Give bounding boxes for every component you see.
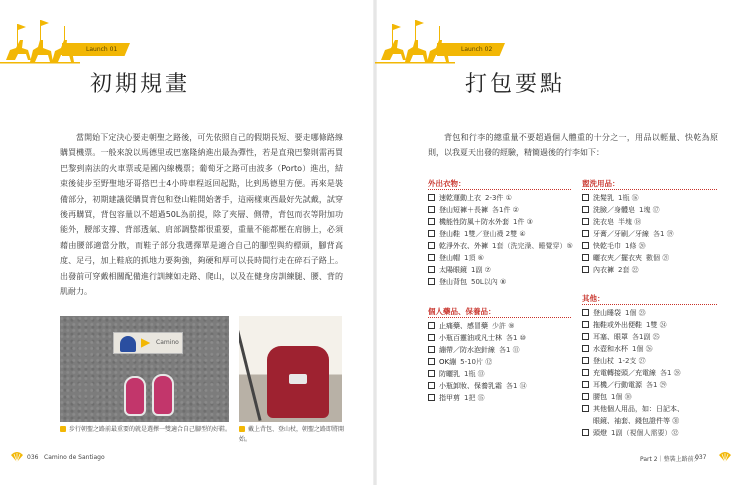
list-item: [582, 264, 674, 276]
checkbox[interactable]: [582, 309, 589, 316]
item-text: 曬衣夾／擺衣夾: [593, 254, 642, 262]
list-item: [582, 228, 674, 240]
marker-label: Camino: [156, 339, 179, 346]
checkbox[interactable]: [428, 346, 435, 353]
item-text: 登山杖: [593, 357, 614, 365]
item-qty: 少許 ⑨: [492, 322, 515, 330]
item-text: 指甲剪: [439, 394, 460, 402]
item-text: 登山鞋: [439, 230, 460, 238]
clothing-list: [428, 192, 573, 288]
item-qty: 各1 ㉙: [646, 381, 667, 389]
item-qty: 5-10片 ⑫: [460, 358, 493, 366]
list-item: [428, 320, 527, 332]
checkbox[interactable]: [428, 334, 435, 341]
marker-arrow: ▲: [139, 338, 154, 348]
checkbox[interactable]: [582, 266, 589, 273]
list-item: [428, 380, 527, 392]
item-qty: 1個 ㉖: [632, 345, 653, 353]
checkbox[interactable]: [582, 206, 589, 213]
item-text: 登山背包: [439, 278, 467, 286]
shoes-photo: [60, 316, 229, 422]
list-item: [428, 264, 573, 276]
item-text: 其他個人用品，如：日記本、: [593, 405, 684, 413]
caption-marker-icon: [60, 426, 66, 432]
list-item: [582, 319, 684, 331]
toiletries-list: [428, 320, 527, 404]
checkbox[interactable]: [428, 194, 435, 201]
photo1-caption: [60, 425, 240, 435]
item-text: 登山睡袋: [593, 309, 621, 317]
item-text: 乾淨外衣、外褲: [439, 242, 488, 250]
item-qty: 各1 ㉘: [660, 369, 681, 377]
item-text: 小瓶卸妝、保養乳霜: [439, 382, 502, 390]
list-item: [582, 379, 684, 391]
left-shoe: [124, 376, 146, 416]
page-title: 初期規畫: [90, 72, 191, 97]
item-text: 耳塞、眼罩: [593, 333, 628, 341]
other-rule: [582, 304, 717, 305]
list-item: [582, 192, 674, 204]
item-text: 拖鞋或外出便鞋: [593, 321, 642, 329]
checkbox[interactable]: [428, 242, 435, 249]
item-text: 防曬乳: [439, 370, 460, 378]
checkbox[interactable]: [582, 381, 589, 388]
item-qty: 1副（視個人需要）㉜: [611, 429, 679, 437]
item-text: 太陽眼鏡: [439, 266, 467, 274]
list-item: [582, 307, 684, 319]
launch-tag: Launch 02: [461, 46, 493, 53]
list-item: [428, 332, 527, 344]
item-qty: 數個 ㉑: [646, 254, 670, 262]
item-qty: 1個 ㉚: [611, 393, 632, 401]
item-qty: 1-2支 ㉗: [618, 357, 646, 365]
bathing-rule: [582, 189, 717, 190]
checkbox[interactable]: [582, 230, 589, 237]
item-qty: 50L以內 ⑧: [471, 278, 507, 286]
other-heading: 其他：: [582, 294, 605, 303]
caption-marker-icon: [239, 426, 245, 432]
list-item: [428, 192, 573, 204]
checkbox[interactable]: [582, 345, 589, 352]
item-qty: 半塊 ⑱: [618, 218, 642, 226]
item-qty: 各1 ⑭: [506, 382, 527, 390]
item-text: 眼鏡、袖套、錢包證件等 ㉛: [593, 417, 680, 425]
photo2-caption: [239, 425, 345, 445]
checkbox[interactable]: [582, 357, 589, 364]
body-paragraph: 當開始下定決心要走朝聖之路後，可先依照自己的假期長短、要走哪條路線購買機票。一般來說以馬德里或巴塞隆納進出最為彈性，若是直飛巴黎則需再買巴黎到南法的火車票或是國內線機票；葡萄牙之路可由波多（Porto）進出，結束後徒步至野聖地牙哥搭巴士4小時車程返回起點，比到馬德里方便。再來是裝備部分，初期建議從購買背包和登山鞋開始著手，這兩樣東西最好先試戴，試穿後再購買，背包容量以不超過50L為前提，除了夾層、側帶，背包而衣等附加功能外，腰部支撐、背部透氣、肩部調整都很重要，重量不能都壓在肩膀上，必須藉由腰部適當分散，而鞋子部分我選擇單是適合自己的腳型與約標頭，腳背高度、足弓，加上鞋底的抓地力要夠強，夠硬和厚可以長時間行走在碎石子路上。出發前可穿戴相關配備進行訓練如走路、爬山，以及在健身房訓練腿、腰、背的肌耐力。: [60, 133, 343, 297]
checkbox[interactable]: [582, 194, 589, 201]
list-item: [428, 216, 573, 228]
path-marker-sign: [113, 332, 183, 354]
item-text: 內衣褲: [593, 266, 614, 274]
list-item: [582, 331, 684, 343]
item-text: 繃帶／防水泡針線: [439, 346, 495, 354]
checkbox[interactable]: [582, 405, 589, 412]
item-text: 速乾運動上衣: [439, 194, 481, 202]
item-qty: 各1副 ㉕: [632, 333, 660, 341]
list-item: [428, 204, 573, 216]
item-text: 登山短褲＋長褲: [439, 206, 488, 214]
item-qty: 各1 ⑪: [499, 346, 520, 354]
item-qty: 各1 ⑩: [506, 334, 526, 342]
item-text: 洗衣皂: [593, 218, 614, 226]
toiletries-rule: [428, 317, 571, 318]
list-item: [582, 427, 684, 439]
list-item: [582, 216, 674, 228]
checkbox[interactable]: [582, 333, 589, 340]
photo1-caption-text: 步行朝聖之路前最重要的就是選擇一雙適合自己腳型的好鞋。: [69, 426, 232, 433]
checkbox[interactable]: [428, 322, 435, 329]
item-qty: 2套 ㉒: [618, 266, 639, 274]
list-item: [582, 391, 684, 403]
item-qty: 1雙 ㉔: [646, 321, 667, 329]
item-qty: 1副 ⑦: [471, 266, 491, 274]
list-item: [428, 252, 573, 264]
item-qty: 1個 ㉓: [625, 309, 646, 317]
item-qty: 1雙／登山襪 2雙 ④: [464, 230, 526, 238]
running-footer: Camino de Santiago: [44, 454, 105, 461]
clothing-heading: 外出衣物：: [428, 179, 466, 188]
checkbox[interactable]: [428, 394, 435, 401]
item-text: 充電轉接頭／充電線: [593, 369, 656, 377]
checkbox[interactable]: [582, 429, 589, 436]
item-text: 牙膏／牙刷／牙線: [593, 230, 649, 238]
item-qty: 1套（洗完澡、睡覺穿）⑤: [492, 242, 573, 250]
running-footer: Part 2｜整裝上路前夕: [640, 456, 700, 463]
list-item: [582, 204, 674, 216]
item-qty: 2-3件 ①: [485, 194, 512, 202]
item-text: 腰包: [593, 393, 607, 401]
item-text: 登山帽: [439, 254, 460, 262]
item-text: 頭燈: [593, 429, 607, 437]
scallop-shell-icon: [10, 451, 24, 463]
list-item: [428, 356, 527, 368]
checkbox[interactable]: [428, 358, 435, 365]
item-qty: 1塊 ⑰: [639, 206, 660, 214]
checkbox[interactable]: [428, 230, 435, 237]
item-qty: 1頂 ⑥: [464, 254, 484, 262]
right-shoe: [152, 374, 174, 416]
item-qty: 1把 ⑮: [464, 394, 485, 402]
scallop-shell-icon: [718, 451, 732, 463]
list-item: [428, 344, 527, 356]
list-item: [428, 392, 527, 404]
item-qty: 各1 ⑲: [653, 230, 674, 238]
item-text: OK繃: [439, 358, 457, 366]
list-item-continued: [582, 415, 684, 427]
backpack-logo: [289, 374, 307, 384]
checkbox[interactable]: [428, 218, 435, 225]
item-qty: 各1件 ②: [492, 206, 519, 214]
item-text: 洗髮乳: [593, 194, 614, 202]
item-text: 洗臉／身體皂: [593, 206, 635, 214]
item-text: 耳機／行動電源: [593, 381, 642, 389]
item-qty: 1件 ③: [513, 218, 533, 226]
checkbox[interactable]: [582, 218, 589, 225]
photo2-caption-text: 戴上背包、登山杖，朝聖之路即將開始。: [239, 426, 345, 443]
list-item: [428, 368, 527, 380]
bathing-heading: 盥洗用品：: [582, 179, 620, 188]
checkbox[interactable]: [428, 278, 435, 285]
item-text: 小瓶百靈油或凡士林: [439, 334, 502, 342]
list-item: [582, 343, 684, 355]
clothing-rule: [428, 189, 571, 190]
item-text: 機能性防風＋防水外套: [439, 218, 509, 226]
checkbox[interactable]: [428, 254, 435, 261]
list-item: [582, 367, 684, 379]
checkbox[interactable]: [582, 393, 589, 400]
page-title: 打包要點: [465, 72, 566, 97]
page-number: 037: [695, 454, 707, 461]
checkbox[interactable]: [582, 242, 589, 249]
item-qty: 1條 ⑳: [625, 242, 646, 250]
list-item: [428, 228, 573, 240]
list-item: [582, 252, 674, 264]
checkbox[interactable]: [428, 206, 435, 213]
bathing-list: [582, 192, 674, 276]
checkbox[interactable]: [582, 321, 589, 328]
list-item: [428, 276, 573, 288]
checkbox[interactable]: [582, 254, 589, 261]
other-list: [582, 307, 684, 439]
list-item: [582, 240, 674, 252]
item-text: 止痛藥、感冒藥: [439, 322, 488, 330]
checkbox[interactable]: [428, 266, 435, 273]
launch-tag: Launch 01: [86, 46, 118, 53]
list-item: [428, 240, 573, 252]
backpack-photo: [239, 316, 342, 422]
scallop-shell-icon: [120, 336, 136, 352]
body-paragraph: 背包和行李的總重量不要超過個人體重的十分之一，用品以輕量、快乾為原則，以我夏天出發的經驗，精簡過後的行李如下：: [428, 133, 718, 158]
toiletries-heading: 個人藥品、保養品：: [428, 307, 496, 316]
checkbox[interactable]: [582, 369, 589, 376]
hiking-pole: [239, 327, 262, 421]
list-item: [582, 355, 684, 367]
item-qty: 1瓶 ⑬: [464, 370, 485, 378]
page-number: 036: [27, 454, 39, 461]
item-qty: 1瓶 ⑯: [618, 194, 639, 202]
checkbox[interactable]: [428, 382, 435, 389]
item-text: 水壺和水杯: [593, 345, 628, 353]
list-item: [582, 403, 684, 415]
checkbox[interactable]: [428, 370, 435, 377]
right-page: [375, 0, 750, 485]
item-text: 快乾毛巾: [593, 242, 621, 250]
